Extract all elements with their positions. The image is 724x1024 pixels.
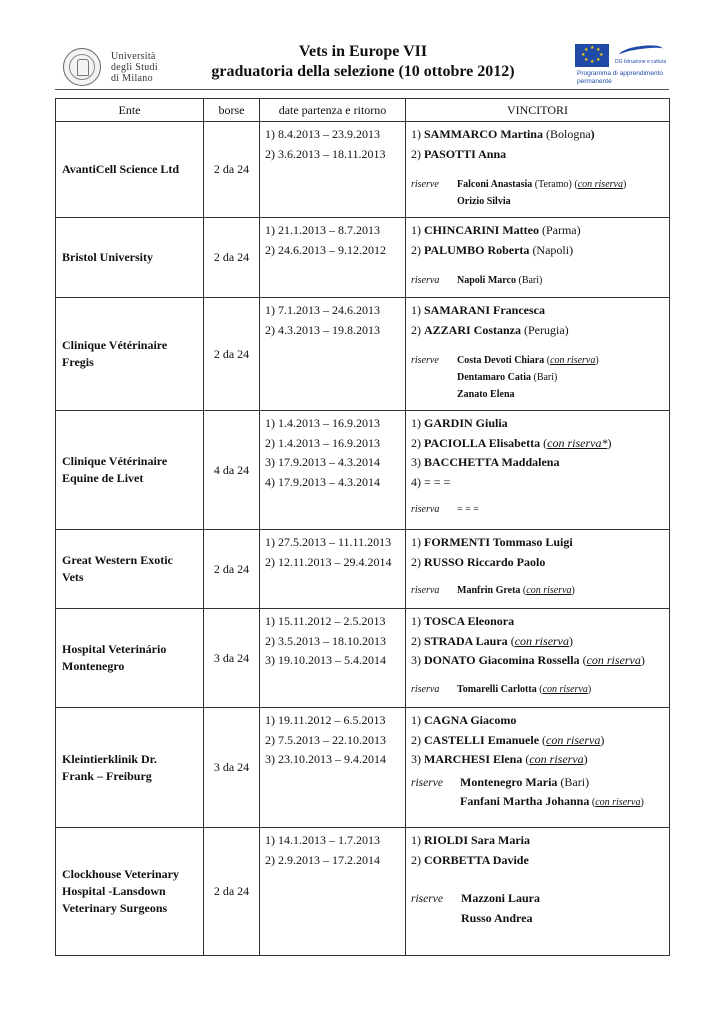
- ente-cell: [56, 828, 204, 956]
- winner-name: RUSSO Riccardo Paolo: [424, 554, 546, 569]
- winner-number: 1): [411, 127, 424, 141]
- reserve-name: Zanato Elena: [457, 389, 515, 400]
- winner-condition: con riserva: [546, 732, 601, 747]
- winner-line: [411, 851, 665, 871]
- ente-cell: [56, 708, 204, 828]
- winner-line: [411, 533, 665, 553]
- winner-name: PASOTTI Anna: [424, 146, 507, 161]
- winner-line: [411, 414, 665, 434]
- reserve-origin: (Bari): [515, 275, 543, 286]
- winner-origin: (: [539, 732, 547, 747]
- reserve-close: ): [587, 683, 592, 695]
- eu-programme-logo: [575, 44, 675, 88]
- winner-number: 3): [411, 752, 424, 766]
- winner-name: PALUMBO Roberta: [424, 242, 530, 257]
- winners-cell: [406, 122, 670, 218]
- reserve-label: riserve: [411, 179, 439, 190]
- winners-cell: [406, 609, 670, 708]
- ente-name-line: Vets: [62, 570, 84, 584]
- winner-line: [411, 731, 665, 751]
- reserve-name: Orizio Silvia: [457, 196, 511, 207]
- reserve-label: riserva: [411, 504, 440, 515]
- column-header-vincitori: VINCITORI: [406, 99, 670, 122]
- date-range: 1) 14.1.2013 – 1.7.2013: [265, 833, 380, 847]
- dates-cell: [260, 218, 406, 298]
- document-title: [203, 42, 523, 82]
- title-line-2: graduatoria della selezione (10 ottobre 2012): [211, 63, 515, 80]
- winner-number: 3): [411, 653, 424, 667]
- reserve-line: [411, 386, 665, 403]
- reserve-line: [411, 681, 665, 698]
- column-header-date: date partenza e ritorno: [260, 99, 406, 122]
- date-range: 1) 21.1.2013 – 8.7.2013: [265, 223, 380, 237]
- ente-cell: [56, 530, 204, 609]
- winner-name: AZZARI Costanza: [424, 322, 522, 337]
- ente-name-line: Fregis: [62, 355, 94, 369]
- reserve-label: riserve: [411, 355, 439, 366]
- date-range: 2) 3.5.2013 – 18.10.2013: [265, 633, 386, 648]
- reserve-label: riserve: [411, 893, 443, 905]
- dates-cell: [260, 609, 406, 708]
- reserve-name: Manfrin Greta: [457, 585, 521, 596]
- ente-name: AvantiCell Science Ltd: [62, 162, 180, 176]
- reserve-condition: con riserva: [595, 797, 641, 808]
- reserve-name: Napoli Marco: [457, 275, 516, 286]
- reserve-label: riserva: [411, 683, 440, 695]
- reserve-close: ): [595, 355, 599, 366]
- reserve-line: [411, 773, 665, 793]
- winner-line: [411, 711, 665, 731]
- winner-line: [411, 453, 665, 473]
- university-name: [111, 51, 158, 84]
- reserve-name: Montenegro Maria: [460, 774, 558, 789]
- winner-number: 1): [411, 223, 424, 237]
- title-line-1: Vets in Europe VII: [298, 43, 428, 60]
- winners-cell: [406, 828, 670, 956]
- winner-number: 2): [411, 146, 424, 161]
- winner-number: 1): [411, 416, 424, 430]
- column-header-ente: Ente: [56, 99, 204, 122]
- winner-line: [411, 125, 665, 145]
- ente-cell: [56, 122, 204, 218]
- reserve-origin: (: [544, 355, 551, 366]
- date-range: 2) 2.9.2013 – 17.2.2014: [265, 852, 380, 867]
- date-range: 3) 23.10.2013 – 9.4.2014: [265, 752, 386, 766]
- ente-name-line: Hospital Veterinário: [62, 642, 167, 656]
- dates-cell: [260, 708, 406, 828]
- university-seal-icon: [63, 48, 101, 86]
- reserve-origin: (Bari): [530, 372, 558, 383]
- winner-condition: con riserva*: [547, 435, 608, 450]
- winner-number: 1): [411, 713, 424, 727]
- ente-name-line: Kleintierklinik Dr.: [62, 751, 157, 766]
- winner-line: [411, 301, 665, 321]
- winner-line: [411, 553, 665, 573]
- date-range: 3) 19.10.2013 – 5.4.2014: [265, 653, 386, 667]
- borse-cell: 2 da 24: [204, 122, 260, 218]
- reserve-condition: con riserva: [542, 683, 588, 695]
- reserve-line: [411, 176, 665, 193]
- borse-cell: 4 da 24: [204, 411, 260, 530]
- document-header: [55, 40, 669, 90]
- table-row: [56, 122, 670, 218]
- winner-name: = = =: [424, 474, 451, 489]
- reserve-close: ): [622, 179, 627, 190]
- borse-cell: 3 da 24: [204, 708, 260, 828]
- eu-flag-icon: ★ ★ ★ ★ ★ ★ ★ ★: [575, 44, 609, 67]
- winner-name: CHINCARINI Matteo: [424, 223, 539, 237]
- winner-number: 2): [411, 852, 424, 867]
- winner-origin: (Bologna: [542, 127, 591, 141]
- reserve-line: [411, 582, 665, 599]
- winner-line: [411, 321, 665, 341]
- winner-origin: (Napoli): [529, 242, 574, 257]
- date-range: 2) 3.6.2013 – 18.11.2013: [265, 146, 386, 161]
- winner-number: 2): [411, 633, 424, 648]
- borse-cell: 2 da 24: [204, 218, 260, 298]
- winner-close: ): [583, 752, 588, 766]
- winner-number: 1): [411, 833, 424, 847]
- date-range: 1) 7.1.2013 – 24.6.2013: [265, 303, 380, 317]
- winner-name: CASTELLI Emanuele: [424, 732, 540, 747]
- table-row: [56, 708, 670, 828]
- ente-name-line: Equine de Livet: [62, 471, 144, 485]
- ente-name-line: Veterinary Surgeons: [62, 901, 168, 915]
- winner-number: 1): [411, 614, 424, 628]
- reserve-line: [411, 792, 665, 812]
- winner-number: 2): [411, 435, 424, 450]
- winner-name: STRADA Laura: [424, 633, 508, 648]
- winner-name: GARDIN Giulia: [424, 416, 508, 430]
- reserve-origin: (: [520, 585, 527, 596]
- reserve-name: Russo Andrea: [461, 910, 533, 925]
- ente-name-line: Clinique Vétérinaire: [62, 454, 168, 468]
- winner-number: 2): [411, 732, 424, 747]
- reserve-line: [411, 352, 665, 369]
- date-range: 1) 19.11.2012 – 6.5.2013: [265, 713, 386, 727]
- reserve-origin: (Bari): [557, 774, 590, 789]
- borse-cell: 2 da 24: [204, 828, 260, 956]
- borse-cell: 2 da 24: [204, 530, 260, 609]
- winner-line: [411, 632, 665, 652]
- winner-condition: con riserva: [586, 653, 641, 667]
- reserve-condition: con riserva: [550, 355, 596, 366]
- date-range: 1) 15.11.2012 – 2.5.2013: [265, 614, 386, 628]
- winner-line: [411, 612, 665, 632]
- winner-number: 2): [411, 322, 424, 337]
- ente-name: Bristol University: [62, 250, 153, 264]
- reserve-name: Costa Devoti Chiara: [457, 355, 545, 366]
- ente-cell: [56, 411, 204, 530]
- ente-name-line: Frank – Freiburg: [62, 768, 152, 783]
- winner-name: MARCHESI Elena: [424, 752, 523, 766]
- eu-dg-label: DG Istruzione e cultura: [615, 59, 667, 65]
- winner-line: [411, 831, 665, 851]
- header-divider: [55, 89, 669, 90]
- winner-condition: con riserva: [529, 752, 584, 766]
- table-row: [56, 411, 670, 530]
- reserve-line: [411, 909, 665, 929]
- winners-cell: [406, 298, 670, 411]
- ente-name-line: Clockhouse Veterinary: [62, 867, 179, 881]
- winner-name: CORBETTA Davide: [424, 852, 529, 867]
- winner-close: ): [569, 633, 574, 648]
- reserve-condition: con riserva: [577, 179, 623, 190]
- university-name-line: di Milano: [111, 72, 153, 84]
- date-range: 2) 4.3.2013 – 19.8.2013: [265, 322, 380, 337]
- reserve-condition: con riserva: [526, 585, 572, 596]
- reserve-line: [411, 193, 665, 210]
- ranking-table: [55, 98, 670, 956]
- table-header-row: [56, 99, 670, 122]
- date-range: 1) 8.4.2013 – 23.9.2013: [265, 127, 380, 141]
- reserve-name: Fanfani Martha Johanna: [460, 794, 590, 808]
- reserve-line: [411, 272, 665, 289]
- date-range: 2) 7.5.2013 – 22.10.2013: [265, 732, 386, 747]
- dates-cell: [260, 828, 406, 956]
- winner-line: [411, 750, 665, 770]
- ente-name-line: Hospital -Lansdown: [62, 884, 166, 898]
- date-range: 1) 27.5.2013 – 11.11.2013: [265, 535, 392, 549]
- date-range: 1) 1.4.2013 – 16.9.2013: [265, 416, 380, 430]
- winner-name: BACCHETTA Maddalena: [424, 455, 560, 469]
- reserve-line: [411, 369, 665, 386]
- ente-cell: [56, 298, 204, 411]
- reserve-name: Dentamaro Catia: [457, 372, 531, 383]
- table-row: [56, 218, 670, 298]
- winner-line: [411, 221, 665, 241]
- winners-cell: [406, 530, 670, 609]
- ente-cell: [56, 218, 204, 298]
- ente-cell: [56, 609, 204, 708]
- reserve-name: Falconi Anastasia: [457, 179, 533, 190]
- reserve-close: ): [640, 797, 644, 808]
- winner-close: ): [600, 732, 605, 747]
- table-row: [56, 609, 670, 708]
- winner-close: ): [640, 653, 645, 667]
- dates-cell: [260, 411, 406, 530]
- winners-cell: [406, 708, 670, 828]
- table-row: [56, 298, 670, 411]
- eu-programme-label: Programma di apprendimento permanente: [577, 70, 663, 85]
- winner-name: PACIOLLA Elisabetta: [424, 435, 541, 450]
- reserve-label: riserve: [411, 776, 443, 789]
- date-range: 4) 17.9.2013 – 4.3.2014: [265, 474, 380, 489]
- university-name-line: Università: [111, 50, 156, 62]
- column-header-borse: borse: [204, 99, 260, 122]
- winner-number: 1): [411, 535, 424, 549]
- winner-line: [411, 241, 665, 261]
- winner-name: SAMMARCO Martina: [424, 127, 543, 141]
- winner-line: [411, 473, 665, 493]
- winner-name: CAGNA Giacomo: [424, 713, 517, 727]
- ente-name-line: Montenegro: [62, 659, 125, 673]
- reserve-label: riserva: [411, 275, 440, 286]
- winner-name: SAMARANI Francesca: [424, 303, 545, 317]
- winner-origin: (Parma): [538, 223, 581, 237]
- reserve-origin: (Teramo) (: [532, 179, 578, 190]
- winner-origin: (Perugia): [521, 322, 569, 337]
- dates-cell: [260, 298, 406, 411]
- reserve-origin: (: [536, 683, 543, 695]
- ente-name-line: Great Western Exotic: [62, 553, 173, 567]
- date-range: 2) 12.11.2013 – 29.4.2014: [265, 554, 392, 569]
- winner-line: [411, 145, 665, 165]
- winner-origin: (: [579, 653, 587, 667]
- reserve-origin: (: [589, 797, 596, 808]
- reserve-name: = = =: [457, 504, 479, 515]
- reserve-line: [411, 889, 665, 909]
- reserve-name: Tomarelli Carlotta: [457, 683, 537, 695]
- winner-condition: con riserva: [514, 633, 570, 648]
- date-range: 3) 17.9.2013 – 4.3.2014: [265, 455, 380, 469]
- winner-origin: (: [540, 435, 548, 450]
- winners-cell: [406, 411, 670, 530]
- winner-number: 3): [411, 455, 424, 469]
- table-row: [56, 828, 670, 956]
- winners-cell: [406, 218, 670, 298]
- date-range: 2) 1.4.2013 – 16.9.2013: [265, 435, 380, 450]
- winner-number: 2): [411, 554, 424, 569]
- dates-cell: [260, 530, 406, 609]
- winner-number: 4): [411, 474, 424, 489]
- winner-name: DONATO Giacomina Rossella: [424, 653, 580, 667]
- ente-name-line: Clinique Vétérinaire: [62, 338, 168, 352]
- reserve-close: ): [571, 585, 575, 596]
- winner-number: 1): [411, 303, 424, 317]
- date-range: 2) 24.6.2013 – 9.12.2012: [265, 242, 386, 257]
- winner-name: RIOLDI Sara Maria: [424, 833, 530, 847]
- winner-number: 2): [411, 242, 424, 257]
- winner-origin-close: ): [590, 127, 595, 141]
- reserve-line: [411, 501, 665, 518]
- winner-name: TOSCA Eleonora: [424, 614, 515, 628]
- winner-name: FORMENTI Tommaso Luigi: [424, 535, 573, 549]
- reserve-name: Mazzoni Laura: [461, 891, 540, 905]
- borse-cell: 3 da 24: [204, 609, 260, 708]
- winner-origin: (: [522, 752, 530, 766]
- dates-cell: [260, 122, 406, 218]
- university-name-line: degli Studi: [111, 61, 158, 73]
- winner-line: [411, 651, 665, 671]
- table-row: [56, 530, 670, 609]
- winner-close: ): [607, 435, 612, 450]
- winner-origin: (: [507, 633, 515, 648]
- reserve-label: riserva: [411, 585, 440, 596]
- borse-cell: 2 da 24: [204, 298, 260, 411]
- winner-line: [411, 434, 665, 454]
